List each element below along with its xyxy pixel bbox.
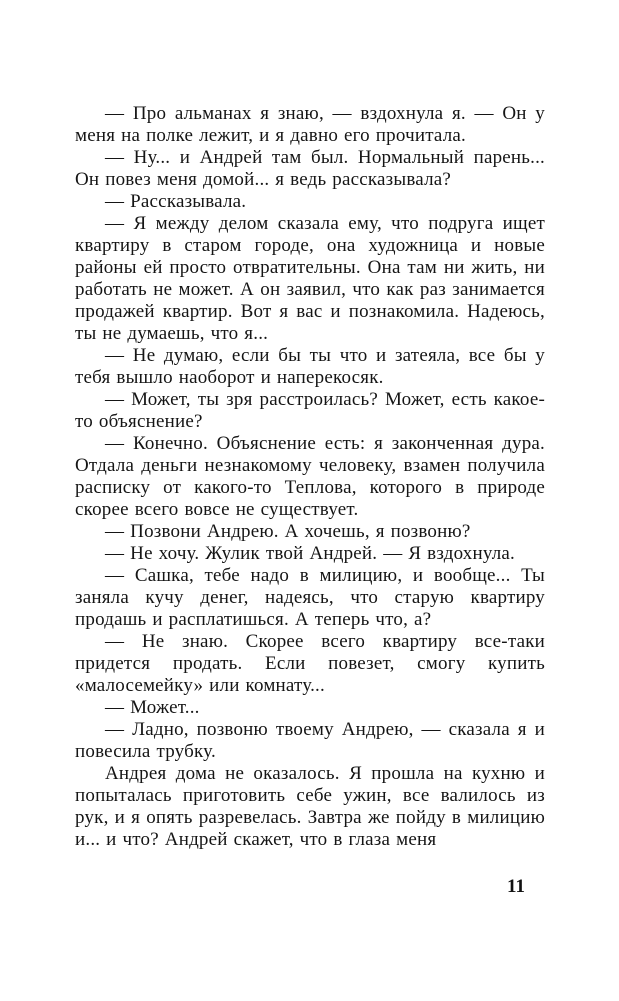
paragraph: — Сашка, тебе надо в милицию, и вообще... Ты заняла кучу денег, надеясь, что старую квартиру продашь и расплатишься. А теперь что, а? <box>75 565 545 630</box>
paragraph: — Ну... и Андрей там был. Нормальный парень... Он повез меня домой... я ведь рассказывала? <box>75 147 545 190</box>
paragraph: — Конечно. Объяснение есть: я законченная дура. Отдала деньги незнакомому человеку, взамен получила расписку от какого-то Теплова, которого в природе скорее всего вовсе не существует. <box>75 433 545 520</box>
paragraph: — Позвони Андрею. А хочешь, я позвоню? <box>105 521 471 542</box>
paragraph: — Не хочу. Жулик твой Андрей. — Я вздохнула. <box>105 543 516 564</box>
paragraph: Андрея дома не оказалось. Я прошла на кухню и попыталась приготовить себе ужин, все валилось из рук, и я опять разревелась. Завтра же пойду в милицию и... и что? Андрей скажет, что в глаза меня <box>75 763 545 850</box>
paragraph: — Ладно, позвоню твоему Андрею, — сказала я и повесила трубку. <box>75 719 545 762</box>
paragraph: — Может... <box>105 697 200 718</box>
page-number: 11 <box>507 876 525 897</box>
paragraph: — Не думаю, если бы ты что и затеяла, все бы у тебя вышло наоборот и наперекосяк. <box>75 345 545 388</box>
paragraph: — Про альманах я знаю, — вздохнула я. — Он у меня на полке лежит, и я давно его прочитала. <box>75 103 545 146</box>
paragraph: — Я между делом сказала ему, что подруга ищет квартиру в старом городе, она художница и новые районы ей просто отвратительны. Она там ни жить, ни работать не может. А он заявил, что как раз занимается продажей квартир. Вот я вас и познакомила. Надеюсь, ты не думаешь, что я... <box>75 213 545 344</box>
page-text <box>75 103 545 851</box>
paragraph: — Рассказывала. <box>105 191 247 212</box>
paragraph: — Не знаю. Скорее всего квартиру все-таки придется продать. Если повезет, смогу купить «малосемейку» или комнату... <box>75 631 545 696</box>
paragraph: — Может, ты зря расстроилась? Может, есть какое-то объяснение? <box>75 389 545 432</box>
